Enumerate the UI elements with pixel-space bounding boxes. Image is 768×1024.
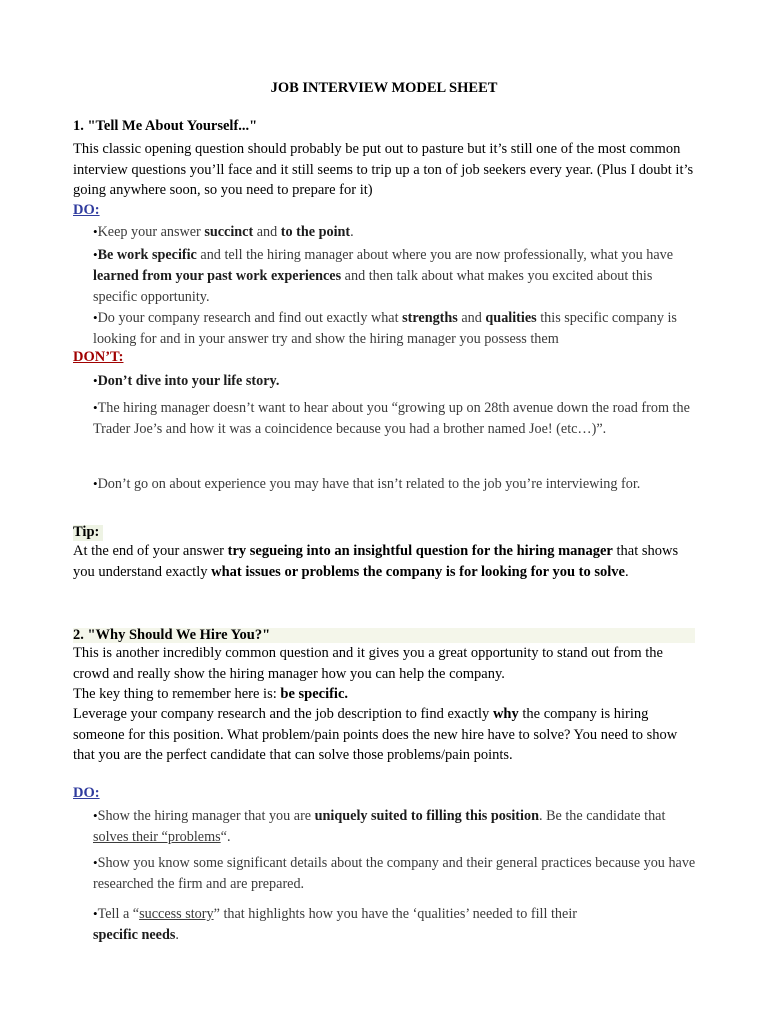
dont-item: •Don’t dive into your life story. [93,373,280,389]
bullet-icon: • [93,855,98,870]
bullet-icon: • [93,310,98,325]
bullet-icon: • [93,476,98,491]
dont-item: •The hiring manager doesn’t want to hear about you “growing up on 28th avenue down the road from the Trader Joe’s and how it was a coincidence because you had a brother named Joe! (etc…)”. [93,400,690,437]
section-2-key-thing: The key thing to remember here is: be specific. [73,686,349,702]
section-2-heading: 2. "Why Should We Hire You?" [73,627,271,643]
do-item: •Keep your answer succinct and to the point. [93,224,354,240]
bullet-icon: • [93,247,98,262]
do-item: •Tell a “success story” that highlights how you have the ‘qualities’ needed to fill their specific needs. [93,906,577,943]
section-1-heading: 1. "Tell Me About Yourself..." [73,118,258,134]
bullet-icon: • [93,906,98,921]
dont-item: •Don’t go on about experience you may have that isn’t related to the job you’re interviewing for. [93,476,641,492]
bullet-icon: • [93,400,98,415]
bullet-icon: • [93,373,98,388]
do-label: DO: [73,202,100,218]
do-item: •Show you know some significant details about the company and their general practices because you have researched the firm and are prepared. [93,855,696,892]
bullet-icon: • [93,224,98,239]
tip-text: At the end of your answer try segueing into an insightful question for the hiring manager that shows you understand exactly what issues or problems the company is for looking for you to solve. [73,543,679,580]
document-title: JOB INTERVIEW MODEL SHEET [270,80,498,96]
do-item: •Show the hiring manager that you are uniquely suited to filling this position. Be the candidate that solves their “problems“. [93,808,666,845]
section-1-intro: This classic opening question should probably be put out to pasture but it’s still one of the most common interview questions you’ll face and it still seems to trip up a ton of job seekers every year. (Plus I doubt it’s going anywhere soon, so you need to prepare for it) [73,141,694,198]
do-label: DO: [73,785,100,801]
tip-label: Tip: [73,524,100,540]
do-item: •Be work specific and tell the hiring manager about where you are now professionally, what you have learned from your past work experiences and then talk about what makes you excited about this specific opportunity. [93,247,674,305]
bullet-icon: • [93,808,98,823]
section-2-research-paragraph: Leverage your company research and the job description to find exactly why the company is hiring someone for this position. What problem/pain points does the new hire have to solve? You need to show that you are the perfect candidate that can solve those problems/pain points. [73,706,678,763]
dont-label: DON’T: [73,349,124,365]
do-item: •Do your company research and find out exactly what strengths and qualities this specific company is looking for and in your answer try and show the hiring manager you possess them [93,310,677,347]
section-2-paragraph: This is another incredibly common question and it gives you a great opportunity to stand out from the crowd and really show the hiring manager how you can help the company. [73,645,663,682]
